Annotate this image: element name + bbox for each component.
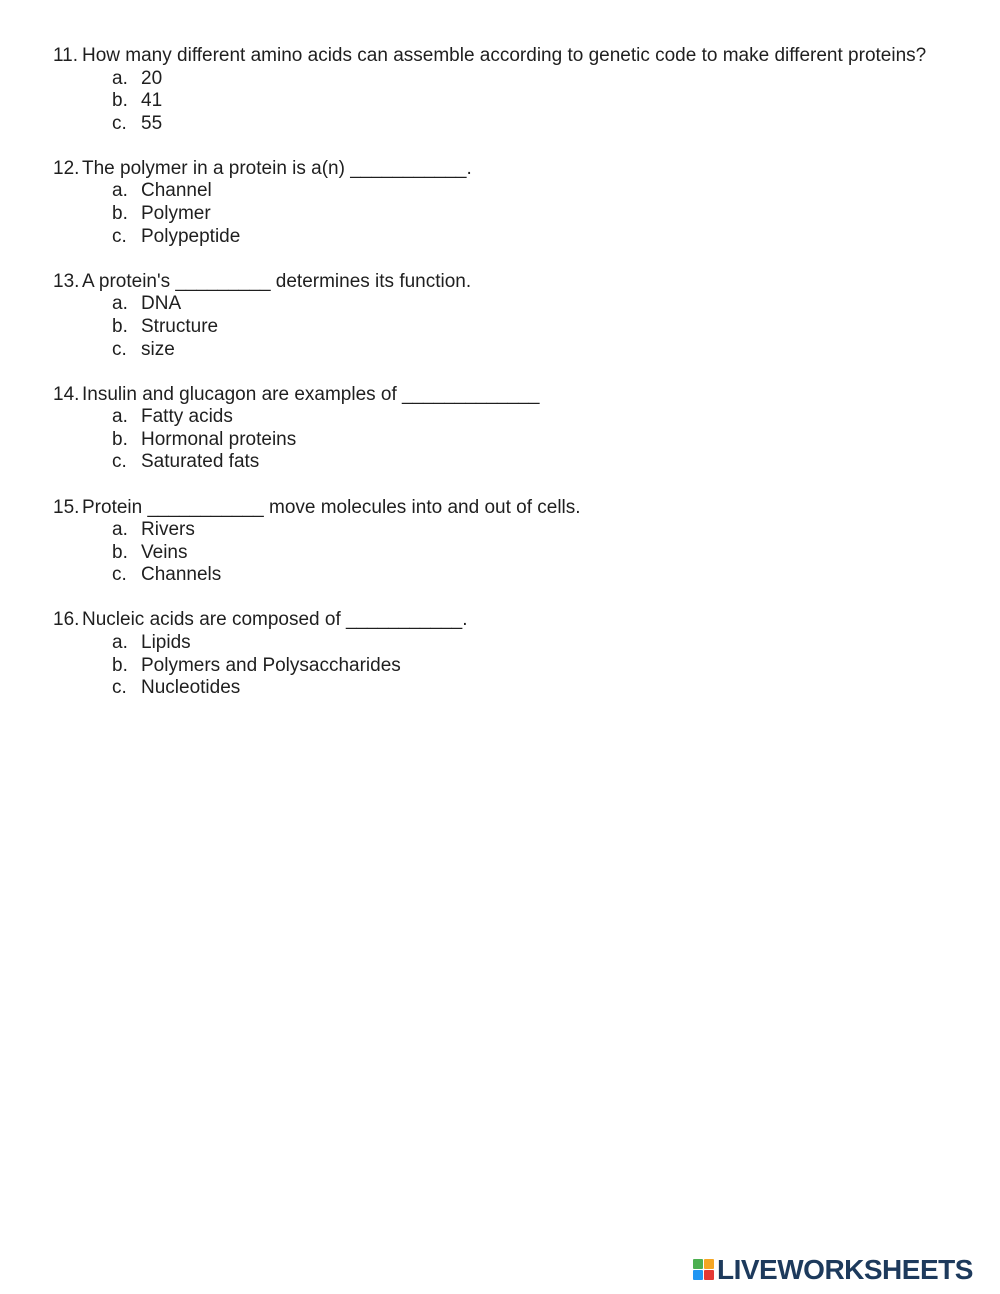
option-text: Channels — [141, 564, 222, 586]
option-text: Veins — [141, 541, 188, 563]
question-16 — [0, 609, 1000, 699]
option-letter: c. — [112, 564, 127, 586]
option-text: 41 — [141, 90, 163, 112]
option-letter: a. — [112, 67, 128, 89]
question-line — [0, 45, 1000, 68]
answer-option-c[interactable] — [0, 113, 1000, 136]
option-letter: a. — [112, 293, 128, 315]
option-letter: c. — [112, 225, 127, 247]
question-number: 11. — [53, 45, 79, 66]
answer-option-c[interactable] — [0, 339, 1000, 362]
option-letter: b. — [112, 654, 128, 676]
option-letter: c. — [112, 451, 127, 473]
option-text: 20 — [141, 67, 163, 89]
question-line — [0, 609, 1000, 632]
option-letter: c. — [112, 338, 127, 360]
option-text: size — [141, 338, 175, 360]
option-text: Saturated fats — [141, 451, 260, 473]
question-15 — [0, 497, 1000, 587]
answer-option-a[interactable] — [0, 632, 1000, 655]
option-text: Polypeptide — [141, 225, 241, 247]
option-text: Lipids — [141, 631, 191, 653]
option-text: DNA — [141, 293, 182, 315]
question-line — [0, 384, 1000, 407]
question-number: 15. — [53, 496, 80, 518]
answer-option-b[interactable] — [0, 655, 1000, 678]
answer-option-a[interactable] — [0, 180, 1000, 203]
question-14 — [0, 384, 1000, 474]
answer-option-a[interactable] — [0, 68, 1000, 91]
liveworksheets-logo-icon — [693, 1259, 715, 1281]
answer-option-a[interactable] — [0, 406, 1000, 429]
option-text: Channel — [141, 180, 212, 202]
question-number: 16. — [53, 609, 80, 631]
option-letter: c. — [112, 677, 127, 699]
question-text: Insulin and glucagon are examples of _____________ — [82, 383, 540, 405]
option-text: Nucleotides — [141, 677, 241, 699]
question-number: 14. — [53, 383, 80, 405]
question-12 — [0, 158, 1000, 248]
question-line — [0, 271, 1000, 294]
answer-option-a[interactable] — [0, 519, 1000, 542]
logo-wordmark: LIVEWORKSHEETS — [717, 1254, 973, 1285]
worksheet — [0, 45, 1000, 722]
answer-option-b[interactable] — [0, 203, 1000, 226]
question-text: A protein's _________ determines its function. — [82, 270, 472, 292]
question-number: 13. — [53, 270, 80, 292]
question-text: The polymer in a protein is a(n) ___________. — [82, 157, 472, 179]
option-letter: b. — [112, 90, 128, 112]
answer-option-c[interactable] — [0, 226, 1000, 249]
question-13 — [0, 271, 1000, 361]
answer-option-b[interactable] — [0, 316, 1000, 339]
option-text: Hormonal proteins — [141, 428, 297, 450]
option-letter: b. — [112, 541, 128, 563]
question-text: Nucleic acids are composed of ___________. — [82, 609, 468, 631]
answer-option-c[interactable] — [0, 677, 1000, 700]
answer-option-b[interactable] — [0, 542, 1000, 565]
option-letter: a. — [112, 406, 128, 428]
option-letter: a. — [112, 180, 128, 202]
option-text: Polymer — [141, 203, 211, 225]
option-text: Fatty acids — [141, 406, 233, 428]
option-letter: b. — [112, 315, 128, 337]
answer-option-c[interactable] — [0, 451, 1000, 474]
option-text: Polymers and Polysaccharides — [141, 654, 401, 676]
answer-option-b[interactable] — [0, 429, 1000, 452]
question-text: How many different amino acids can assemble according to genetic code to make different proteins? — [82, 45, 927, 66]
answer-option-a[interactable] — [0, 293, 1000, 316]
question-number: 12. — [53, 157, 80, 179]
option-letter: b. — [112, 203, 128, 225]
answer-option-b[interactable] — [0, 90, 1000, 113]
option-text: 55 — [141, 112, 163, 134]
question-text: Protein ___________ move molecules into and out of cells. — [82, 496, 581, 518]
option-letter: a. — [112, 631, 128, 653]
question-11 — [0, 45, 1000, 135]
question-line — [0, 158, 1000, 181]
option-letter: b. — [112, 428, 128, 450]
option-letter: a. — [112, 519, 128, 541]
option-letter: c. — [112, 112, 127, 134]
liveworksheets-logo — [693, 1255, 973, 1285]
option-text: Rivers — [141, 519, 195, 541]
answer-option-c[interactable] — [0, 564, 1000, 587]
option-text: Structure — [141, 315, 219, 337]
question-line — [0, 497, 1000, 520]
